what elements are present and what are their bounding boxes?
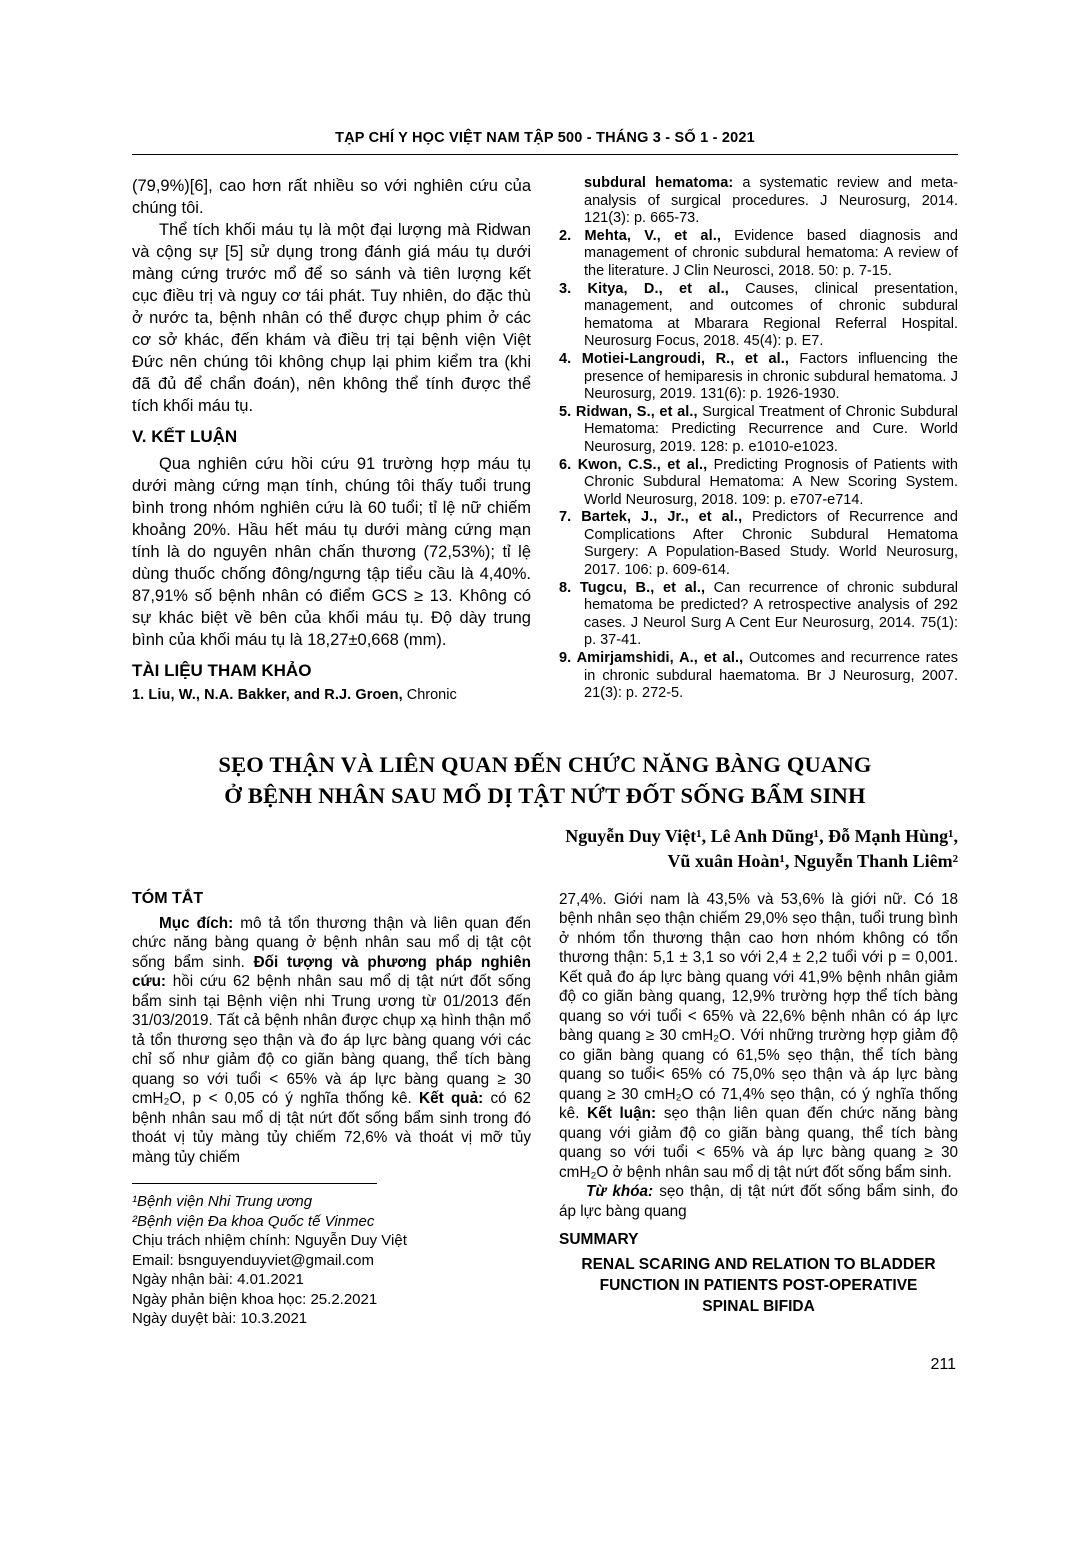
conclusion-paragraph: Qua nghiên cứu hồi cứu 91 trường hợp máu tụ dưới màng cứng mạn tính, chúng tôi thấy tuổi trung bình trong nhóm nghiên cứu là 60 tuổi; tỉ lệ nữ chiếm khoảng 20%. Hầu hết máu tụ dưới màng cứng mạn tính là do nguyên nhân chấn thương (72,53%); tỉ lệ dùng thuốc chống đông/ngưng tập tiểu cầu là 4,40%. 87,91% số bệnh nhân có điểm GCS ≥ 13. Không có sự khác biệt về bên của khối máu tụ. Độ dày trung bình của khối máu tụ là 18,27±0,668 (mm). — [132, 455, 531, 649]
results-text-left: có 62 bệnh nhân sau mổ dị tật nứt đốt sống bẩm sinh trong đó thoát vị tủy màng tủy chiếm 72,6% và thoát vị mỡ tủy màng tủy chiếm — [132, 1090, 531, 1166]
reference-authors: 5. Ridwan, S., et al., — [559, 403, 698, 420]
keywords-label: Từ khóa: — [586, 1183, 654, 1201]
abstract-paragraph-left — [132, 914, 531, 1168]
reference-item — [559, 509, 958, 579]
purpose-label: Mục đích: — [159, 914, 234, 932]
article1-section — [132, 175, 958, 705]
conclusion-label: Kết luận: — [587, 1105, 657, 1123]
review-date: Ngày phản biện khoa học: 25.2.2021 — [132, 1290, 378, 1308]
reference-item — [559, 228, 958, 281]
article2-right-column — [559, 890, 958, 1329]
title-line-2: Ở BỆNH NHÂN SAU MỔ DỊ TẬT NỨT ĐỐT SỐNG BẨM SINH — [224, 782, 866, 808]
reference-authors: 1. Liu, W., N.A. Bakker, and R.J. Groen, — [132, 687, 403, 703]
conclusion-text: sẹo thận liên quan đến chức năng bàng quang với giảm độ co giãn bàng quang, thể tích bàng quang so với tuổi < 65% và áp lực bàng quang ≥ 30 cmH₂O ở bệnh nhân sau mổ dị tật nứt đốt sống bẩm sinh. — [559, 1105, 958, 1181]
abstract-paragraph-right — [559, 890, 958, 1183]
authors-line-2: Vũ xuân Hoàn¹, Nguyễn Thanh Liêm² — [667, 850, 958, 871]
reference-item-1-start — [132, 687, 531, 705]
reference-item — [559, 281, 958, 351]
affiliation-2: ²Bệnh viện Đa khoa Quốc tế Vinmec — [132, 1212, 375, 1230]
summary-title: RENAL SCARING AND RELATION TO BLADDER FUNCTION IN PATIENTS POST-OPERATIVE SPINAL BIFIDA — [581, 1256, 936, 1316]
reference-text: Can recurrence of chronic subdural hematoma be predicted? A retrospective analysis of 292 cases. J Neurol Surg A Cent Eur Neurosurg, 2014. 75(1): p. 37-41. — [584, 579, 958, 649]
reference-authors: 6. Kwon, C.S., et al., — [559, 456, 708, 473]
reference-authors: 8. Tugcu, B., et al., — [559, 579, 706, 596]
article1-right-column — [559, 175, 958, 705]
conclusion-heading: V. KẾT LUẬN — [132, 427, 238, 446]
reference-item — [559, 457, 958, 510]
reference-text: a systematic review and meta-analysis of surgical procedures. J Neurosurg, 2014. 121(3): p. 665-73. — [584, 175, 958, 227]
reference-list — [559, 228, 958, 703]
reference-text: Outcomes and recurrence rates in chronic subdural haematoma. Br J Neurosurg, 2007. 21(3): p. 272-5. — [584, 650, 958, 702]
journal-header — [132, 130, 958, 155]
reference-item — [559, 404, 958, 457]
header-divider — [132, 154, 958, 155]
references-heading: TÀI LIỆU THAM KHẢO — [132, 661, 312, 680]
received-date: Ngày nhận bài: 4.01.2021 — [132, 1271, 304, 1289]
abstract-heading: TÓM TẮT — [132, 889, 204, 907]
corresponding-author: Chịu trách nhiệm chính: Nguyễn Duy Việt — [132, 1232, 407, 1250]
article1-left-column — [132, 175, 531, 705]
accepted-date: Ngày duyệt bài: 10.3.2021 — [132, 1310, 308, 1328]
article2-title — [132, 749, 958, 811]
journal-name: TẠP CHÍ Y HỌC VIỆT NAM TẬP 500 - THÁNG 3 - SỐ 1 - 2021 — [335, 130, 755, 146]
footnotes — [132, 1183, 531, 1329]
article2-left-column — [132, 890, 531, 1329]
reference-text: Causes, clinical presentation, management, and outcomes of chronic subdural hematoma at Mbarara Regional Referral Hospital. Neurosurg Focus, 2018. 45(4): p. E7. — [584, 280, 958, 350]
footnote-divider — [132, 1183, 377, 1184]
reference-item — [559, 580, 958, 650]
paragraph: Thể tích khối máu tụ là một đại lượng mà Ridwan và cộng sự [5] sử dụng trong đánh giá máu tụ dưới màng cứng trước mổ để so sánh và tiên lượng kết cục điều trị và nguy cơ tái phát. Tuy nhiên, do đặc thù ở nước ta, bệnh nhân có thể được chụp phim ở các cơ sở khác, đến khám và điều trị tại bệnh viện Việt Đức nên chúng tôi không chụp lại phim kiểm tra (khi đã đủ để chẩn đoán), nên không thể tính được thể tích khối máu tụ. — [132, 221, 531, 415]
title-line-1: SẸO THẬN VÀ LIÊN QUAN ĐẾN CHỨC NĂNG BÀNG QUANG — [218, 751, 872, 777]
results-label: Kết quả: — [419, 1090, 484, 1108]
reference-item-1-continuation — [559, 175, 958, 228]
paragraph-continuation: (79,9%)[6], cao hơn rất nhiều so với nghiên cứu của chúng tôi. — [132, 177, 531, 217]
reference-authors: 7. Bartek, J., Jr., et al., — [559, 509, 743, 526]
reference-text: Evidence based diagnosis and management of chronic subdural hematoma: A review of the literature. J Clin Neurosci, 2018. 50: p. 7-15. — [584, 227, 958, 279]
email-line: Email: bsnguyenduyviet@gmail.com — [132, 1251, 374, 1269]
purpose-text: mô tả tổn thương thận và liên quan đến chức năng bàng quang ở bệnh nhân sau mổ dị tật cột sống bẩm sinh. — [132, 914, 532, 971]
reference-text: Predicting Prognosis of Patients with Chronic Subdural Hematoma: A New Scoring System. World Neurosurg, 2018. 109: p. e707-e714. — [584, 456, 958, 508]
methods-text: hồi cứu 62 bệnh nhân sau mổ dị tật nứt đốt sống bẩm sinh tại Bệnh viện nhi Trung ương từ 01/2013 đến 31/03/2019. Tất cả bệnh nhân được chụp xạ hình thận mổ tả tổn thương sẹo thận và đo áp lực bàng quang với các chỉ số như giảm độ co giãn bàng quang, thể tích bàng quang so với tuổi < 65% và áp lực bàng quang ≥ 30 cmH₂O, p < 0,05 có ý nghĩa thống kê. — [132, 973, 531, 1108]
article2-authors — [132, 824, 958, 874]
article2-section — [132, 890, 958, 1329]
reference-text: Chronic — [402, 687, 457, 703]
reference-text: Predictors of Recurrence and Complications After Chronic Subdural Hematoma Surgery: A Population-Based Study. World Neurosurg, 2017. 106: p. 609-614. — [584, 509, 958, 579]
methods-label: Đối tượng và phương pháp nghiên cứu: — [132, 953, 531, 991]
reference-authors: 2. Mehta, V., et al., — [559, 227, 721, 244]
reference-item — [559, 351, 958, 404]
results-text-right: 27,4%. Giới nam là 43,5% và 53,6% là giới nữ. Có 18 bệnh nhân sẹo thận chiếm 29,0% sẹo thận, tuổi trung bình ở nhóm tổn thương thận cao hơn nhóm không có tổn thương thận: 5,1 ± 3,1 so với 2,4 ± 2,2 tuổi với p = 0,001. Kết quả đo áp lực bàng quang với 41,9% bệnh nhân giảm độ co giãn bàng quang, 12,9% trường hợp thể tích bàng quang so với tuổi < 65% và 22,6% bệnh nhân có áp lực bàng quang ≥ 30 cmH₂O. Với những trường hợp giảm độ co giãn bàng quang có 61,5% sẹo thận, thể tích bàng quang so tuổi< 65% có 75,0% sẹo thận và áp lực bàng quang ≥ 30 cmH₂O có 71,4% sẹo thận, có ý nghĩa thống kê. — [559, 890, 958, 1123]
affiliation-1: ¹Bệnh viện Nhi Trung ương — [132, 1193, 313, 1211]
reference-item — [559, 650, 958, 703]
authors-line-1: Nguyễn Duy Việt¹, Lê Anh Dũng¹, Đỗ Mạnh Hùng¹, — [565, 825, 958, 846]
reference-authors: 9. Amirjamshidi, A., et al., — [559, 650, 744, 667]
keywords-paragraph — [559, 1182, 958, 1221]
reference-text: Surgical Treatment of Chronic Subdural Hematoma: Predicting Recurrence and Cure. World Neurosurg, 2019. 128: p. e1010-e1023. — [584, 403, 958, 455]
summary-heading: SUMMARY — [559, 1231, 639, 1249]
page-number: 211 — [930, 1356, 956, 1373]
keywords-text: sẹo thận, dị tật nứt đốt sống bẩm sinh, đo áp lực bàng quang — [559, 1183, 958, 1220]
reference-authors: 3. Kitya, D., et al., — [559, 280, 729, 297]
reference-authors: 4. Motiei-Langroudi, R., et al., — [559, 350, 790, 367]
reference-title-bold: subdural hematoma: — [584, 175, 734, 191]
reference-text: Factors influencing the presence of hemiparesis in chronic subdural hematoma. J Neurosurg, 2019. 131(6): p. 1926-1930. — [584, 350, 958, 403]
